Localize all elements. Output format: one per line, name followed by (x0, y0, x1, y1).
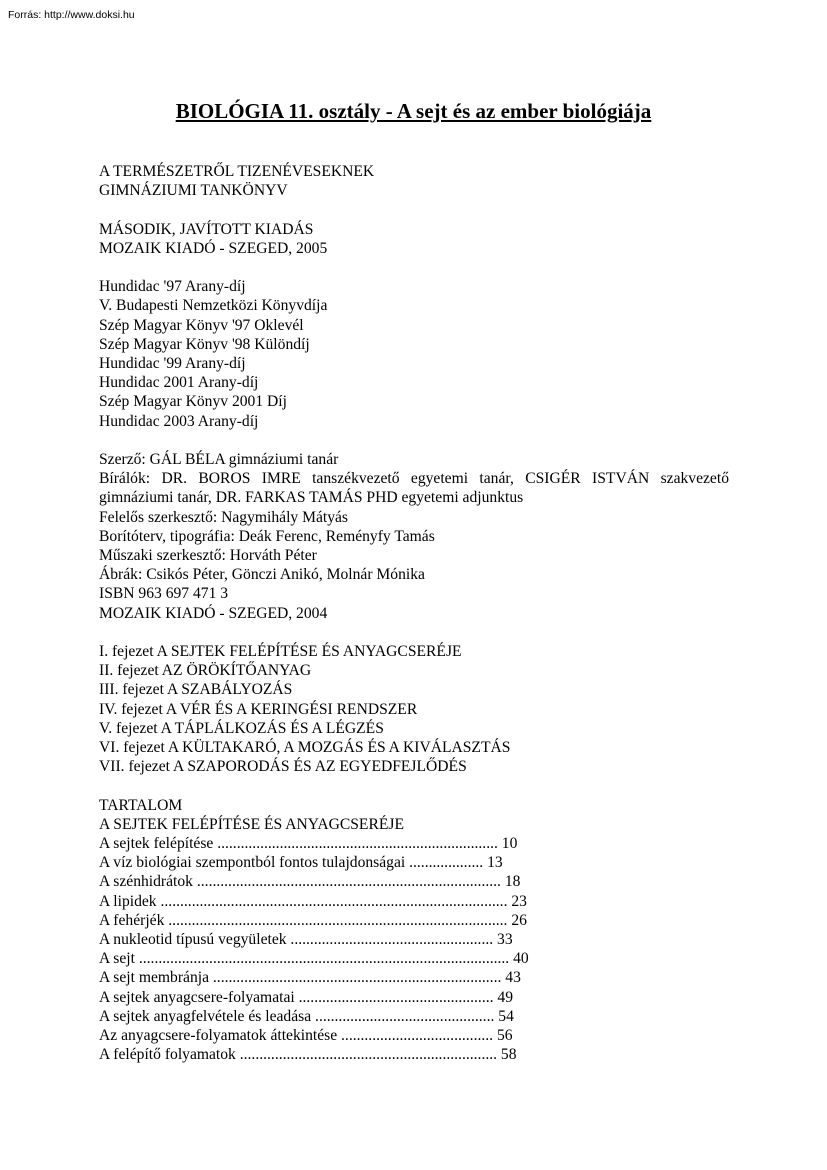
award-item: Szép Magyar Könyv 2001 Díj (99, 393, 287, 411)
chapter-item: I. fejezet A SEJTEK FELÉPÍTÉSE ÉS ANYAGCSERÉJE (99, 643, 462, 661)
source-note[interactable]: Forrás: http://www.doksi.hu (8, 9, 135, 21)
award-item: Hundidac 2003 Arany-díj (99, 412, 259, 430)
page-title: BIOLÓGIA 11. osztály - A sejt és az ember biológiája (175, 99, 652, 123)
award-item: Hundidac 2001 Arany-díj (99, 374, 259, 392)
book-info-line: GIMNÁZIUMI TANKÖNYV (99, 182, 288, 200)
toc-heading: TARTALOM (99, 796, 183, 814)
table-of-contents (99, 796, 729, 1065)
edition-info (99, 220, 729, 258)
credits (99, 450, 729, 623)
edition-line: MOZAIK KIADÓ - SZEGED, 2005 (99, 239, 328, 257)
toc-entry: A fehérjék ....................................................................................... 26 (99, 911, 527, 929)
award-item: Szép Magyar Könyv '97 Oklevél (99, 316, 304, 334)
isbn-line: ISBN 963 697 471 3 (99, 585, 229, 603)
author-line: Szerző: GÁL BÉLA gimnáziumi tanár (99, 451, 339, 468)
toc-entry: A felépítő folyamatok .................................................................. 58 (99, 1046, 517, 1064)
chapter-list (99, 642, 729, 776)
award-item: V. Budapesti Nemzetközi Könyvdíja (99, 297, 328, 315)
chapter-item: II. fejezet AZ ÖRÖKÍTŐANYAG (99, 662, 312, 680)
tech-editor-line: Műszaki szerkesztő: Horváth Péter (99, 547, 317, 565)
document-body (99, 162, 729, 1064)
toc-entry: A sejtek felépítése ........................................................................ 10 (99, 835, 518, 853)
toc-entry: A sejt membránja .......................................................................... 43 (99, 969, 521, 987)
toc-entry: A sejtek anyagfelvétele és leadása .............................................. 54 (99, 1007, 514, 1025)
award-item: Szép Magyar Könyv '98 Különdíj (99, 335, 310, 353)
toc-entry: A sejt ............................................................................................... 40 (99, 950, 529, 968)
chapter-item: III. fejezet A SZABÁLYOZÁS (99, 681, 293, 699)
chapter-item: VI. fejezet A KÜLTAKARÓ, A MOZGÁS ÉS A KIVÁLASZTÁS (99, 739, 511, 757)
chapter-item: IV. fejezet A VÉR ÉS A KERINGÉSI RENDSZER (99, 700, 418, 718)
toc-entry: A sejtek anyagcsere-folyamatai .................................................. 49 (99, 988, 514, 1006)
book-info-line: A TERMÉSZETRŐL TIZENÉVESEKNEK (99, 163, 375, 180)
toc-entry: A lipidek ......................................................................................... 23 (99, 892, 527, 910)
figures-line: Ábrák: Csikós Péter, Gönczi Anikó, Molnár Mónika (99, 566, 425, 584)
awards-list (99, 277, 729, 431)
toc-section: A SEJTEK FELÉPÍTÉSE ÉS ANYAGCSERÉJE (99, 815, 404, 833)
chapter-item: VII. fejezet A SZAPORODÁS ÉS AZ EGYEDFEJLŐDÉS (99, 758, 467, 776)
award-item: Hundidac '97 Arany-díj (99, 278, 246, 296)
book-info (99, 162, 729, 200)
toc-entry: A nukleotid típusú vegyületek .................................................... 33 (99, 931, 513, 949)
toc-entry: A víz biológiai szempontból fontos tulajdonságai ................... 13 (99, 854, 503, 872)
editor-line: Felelős szerkesztő: Nagymihály Mátyás (99, 508, 349, 526)
cover-design-line: Borítóterv, tipográfia: Deák Ferenc, Reményfy Tamás (99, 527, 435, 545)
reviewers-line: Bírálók: DR. BOROS IMRE tanszékvezető egyetemi tanár, CSIGÉR ISTVÁN szakvezető gimnáziumi tanár, DR. FARKAS TAMÁS PHD egyetemi adjunktus (99, 470, 729, 507)
chapter-item: V. fejezet A TÁPLÁLKOZÁS ÉS A LÉGZÉS (99, 719, 384, 737)
toc-entry: A szénhidrátok .............................................................................. 18 (99, 873, 521, 891)
toc-entry: Az anyagcsere-folyamatok áttekintése ....................................... 56 (99, 1027, 513, 1045)
edition-line: MÁSODIK, JAVÍTOTT KIADÁS (99, 220, 314, 238)
publisher-line: MOZAIK KIADÓ - SZEGED, 2004 (99, 604, 328, 622)
award-item: Hundidac '99 Arany-díj (99, 355, 246, 372)
